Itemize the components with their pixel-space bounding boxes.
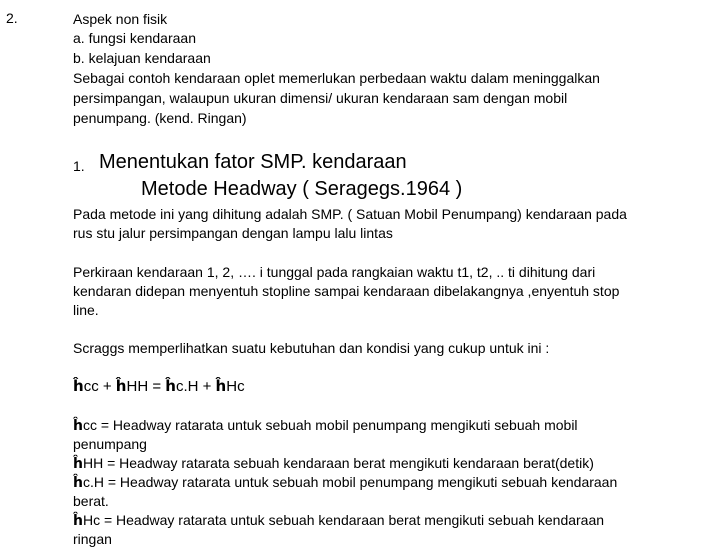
paragraph-line: rus stu jalur persimpangan dengan lampu lalu lintas: [73, 225, 393, 241]
definition-line: [73, 454, 594, 474]
definition-text: cc = Headway ratarata untuk sebuah mobil penumpang mengikuti sebuah mobil: [82, 417, 578, 433]
definition-line: [73, 473, 617, 493]
intro-line: a. fungsi kendaraan: [73, 30, 196, 46]
h-hat-symbol: ĥ: [73, 377, 84, 395]
definition-line: berat.: [73, 493, 109, 509]
paragraph-line: Perkiraan kendaraan 1, 2, …. i tunggal pada rangkaian waktu t1, t2, .. ti dihitung dari: [73, 264, 596, 280]
intro-line: Sebagai contoh kendaraan oplet memerlukan perbedaan waktu dalam meninggalkan: [73, 70, 600, 86]
item-number: 2.: [6, 10, 18, 26]
definition-line: [73, 416, 578, 436]
h-hat-symbol: ĥ: [73, 418, 83, 434]
formula-term: HH =: [126, 378, 166, 395]
intro-line: b. kelajuan kendaraan: [73, 50, 211, 66]
h-hat-symbol: ĥ: [73, 475, 83, 491]
intro-line: Aspek non fisik: [73, 11, 168, 27]
h-hat-symbol: ĥ: [73, 513, 83, 529]
h-hat-symbol: ĥ: [73, 456, 83, 472]
h-hat-symbol: ĥ: [165, 377, 176, 395]
paragraph-line: Pada metode ini yang dihitung adalah SMP. ( Satuan Mobil Penumpang) kendaraan pada: [73, 206, 627, 222]
heading-number: 1.: [73, 158, 85, 174]
formula-term: c.H +: [175, 378, 216, 395]
heading-title: Menentukan fator SMP. kendaraan: [99, 151, 407, 173]
definition-text: c.H = Headway ratarata untuk sebuah mobil penumpang mengikuti sebuah kendaraan: [82, 474, 618, 490]
definition-line: [73, 511, 604, 531]
h-hat-symbol: ĥ: [115, 377, 127, 395]
definition-text: HH = Headway ratarata sebuah kendaraan berat mengikuti kendaraan berat(detik): [82, 455, 594, 471]
intro-line: persimpangan, walaupun ukuran dimensi/ ukuran kendaraan sam dengan mobil: [73, 90, 568, 106]
heading-subtitle: Metode Headway ( Seragegs.1964 ): [141, 178, 463, 200]
formula: [73, 377, 245, 396]
paragraph-line: line.: [73, 302, 99, 318]
intro-line: penumpang. (kend. Ringan): [73, 110, 247, 126]
formula-term: Hc: [226, 378, 245, 395]
h-hat-symbol: ĥ: [215, 377, 227, 395]
definition-text: Hc = Headway ratarata untuk sebuah kendaraan berat mengikuti sebuah kendaraan: [82, 512, 605, 528]
definition-line: penumpang: [73, 436, 147, 452]
definition-line: ringan: [73, 531, 112, 547]
paragraph-line: kendaran didepan menyentuh stopline sampai kendaraan dibelakangnya ,enyentuh stop: [73, 283, 620, 299]
formula-term: cc +: [83, 378, 116, 395]
paragraph-line: Scraggs memperlihatkan suatu kebutuhan dan kondisi yang cukup untuk ini :: [73, 340, 550, 356]
